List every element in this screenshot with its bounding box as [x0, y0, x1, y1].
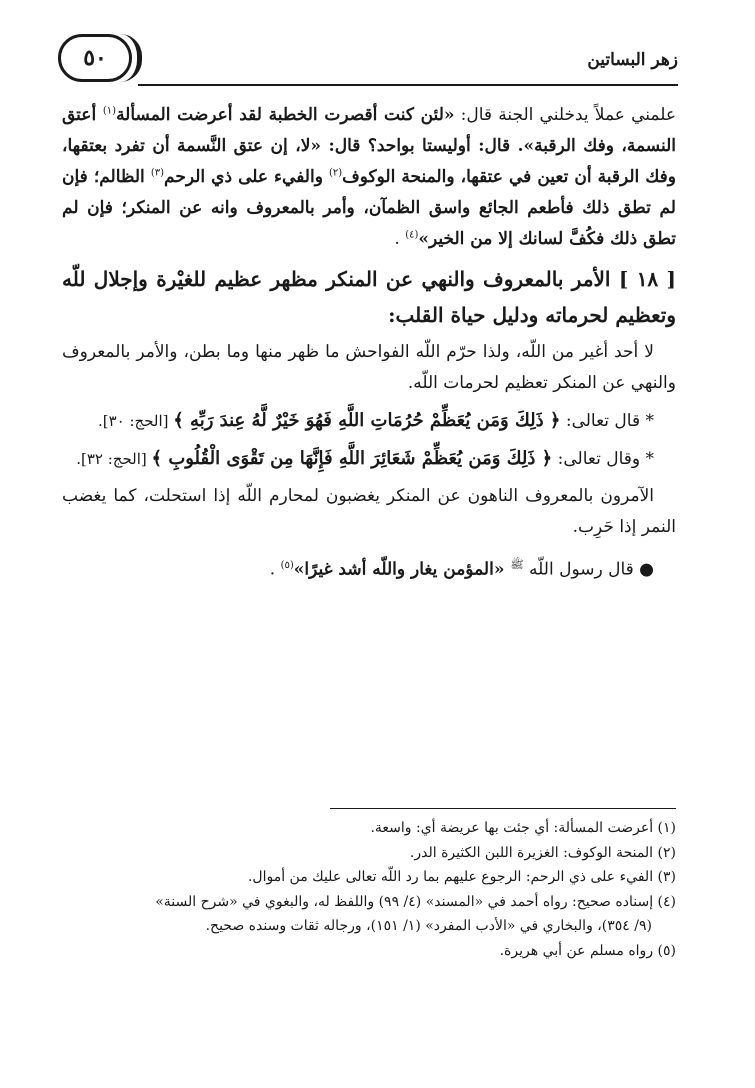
text: ● قال رسول اللّه [523, 559, 654, 580]
quote: «لئن كنت أقصرت الخطبة لقد أعرضت المسألة [116, 105, 455, 125]
verse-ref: [الحج: ٣٠]. [97, 412, 174, 430]
footnote-5: (٥) رواه مسلم عن أبي هريرة. [499, 942, 676, 959]
footnote-3: (٣) الفيء على ذي الرحم: الرجوع عليهم بما رد اللّه تعالى عليك من أموال. [247, 869, 676, 885]
footnotes [62, 816, 676, 963]
hadith-quote [62, 549, 676, 586]
footnote-ref: (٥) [280, 560, 294, 571]
footnote-ref: (١) [102, 105, 117, 117]
text: علمني عملاً يدخلني الجنة قال: [454, 105, 676, 125]
text: * وقال تعالى: [552, 449, 654, 469]
footnote-1: (١) أعرضت المسألة: أي جئت بها عريضة أي: واسعة. [370, 820, 676, 836]
footnote-ref: (٢) [328, 167, 343, 179]
verse: ﴿ ذَلِكَ وَمَن يُعَظِّمْ حُرُمَاتِ اللَّهِ فَهُوَ خَيْرٌ لَّهُ عِندَ رَبِّهِ ﴾ [173, 410, 561, 431]
paragraph: لا أحد أغير من اللّه، ولذا حرّم اللّه الفواحش ما ظهر منها وما بطن، والأمر بالمعروف والنهي عن المنكر تعظيم لحرمات اللّه. [62, 342, 676, 393]
page-number: ٥٠ [58, 34, 132, 82]
text: . [394, 229, 406, 249]
verse-quote-2 [62, 443, 676, 475]
paragraph-hadith-continuation [62, 100, 676, 255]
book-title: زهر البساتين [587, 50, 678, 70]
verse-ref: [الحج: ٣٢]. [76, 450, 152, 468]
footnote-4-continuation: (٩/ ٣٥٤)، والبخاري في «الأدب المفرد» (١/ ١٥١)، ورجاله ثقات وسنده صحيح. [205, 918, 652, 934]
verse-quote-1 [62, 405, 676, 437]
page-header [58, 28, 678, 88]
main-text [62, 100, 676, 592]
salutation-glyph: ﷺ [510, 558, 524, 571]
paragraph: الآمرون بالمعروف الناهون عن المنكر يغضبون لمحارم اللّه إذا استحلت، كما يغضب النمر إذا حَرِب. [62, 486, 676, 537]
text: * قال تعالى: [560, 411, 654, 431]
verse: ﴿ ذَلِكَ وَمَن يُعَظِّمْ شَعَائِرَ اللَّهِ فَإِنَّهَا مِن تَقْوَى الْقُلُوبِ ﴾ [151, 448, 553, 469]
text: والفيء على ذي الرحم [164, 167, 329, 187]
text: الظالم؛ فإن لم تطق ذلك فأطعم الجائع واسق الظمآن، وأمر بالمعروف وانه عن المنكر؛ فإن لم تطق ذلك فكُفَّ لسانك إلا من الخير» [62, 167, 676, 249]
footnote-ref: (٤) [405, 229, 419, 241]
section-heading [62, 261, 676, 333]
section-number: [ ١٨ ] [618, 267, 676, 291]
footnote-2: (٢) المنحة الوكوف: الغزيرة اللبن الكثيرة الدر. [409, 844, 676, 861]
header-rule [138, 84, 678, 86]
footnote-4: (٤) إسناده صحيح: رواه أحمد في «المسند» (٤/ ٩٩) واللفظ له، والبغوي في «شرح السنة» [155, 893, 676, 910]
text: أعتق النسمة، وفك الرقبة». قال: أوليستا بواحد؟ قال: [62, 105, 676, 156]
hadith: «المؤمن يغار واللّه أشد غيرًا» [293, 559, 511, 580]
section-title: الأمر بالمعروف والنهي عن المنكر مظهر عظيم للغيْرة وإجلال للّه وتعظيم لحرماته ودليل حياة القلب: [62, 267, 676, 327]
text: . [269, 559, 281, 580]
quote: «لا، إن عتق النَّسمة أن تفرد بعتقها، وفك الرقبة أن تعين في عتقها، والمنحة الوكوف [62, 136, 676, 187]
footnote-rule [330, 808, 676, 809]
footnote-ref: (٣) [150, 167, 164, 179]
